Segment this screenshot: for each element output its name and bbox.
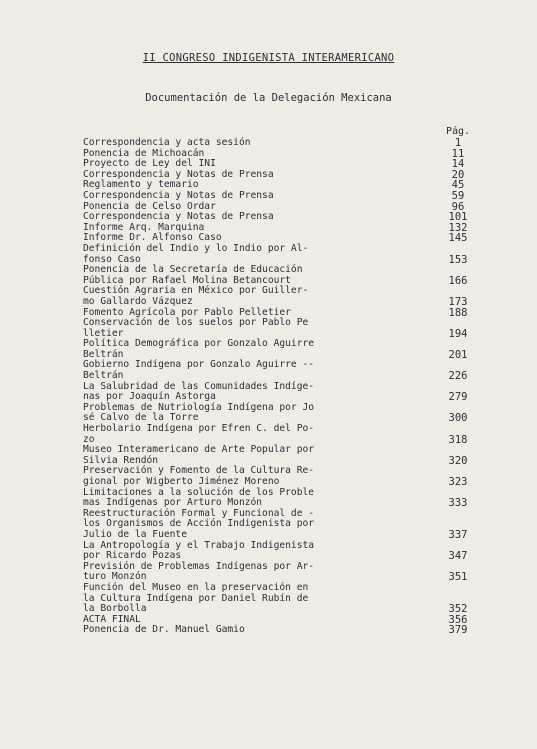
toc-entry-page: 101: [448, 211, 468, 224]
toc-entry-title: Informe Dr. Alfonso Caso: [83, 232, 222, 244]
toc-entry: [83, 403, 478, 424]
toc-entry-title: Reglamento y temario: [83, 179, 199, 191]
toc-entry-title: Ponencia de la Secretaría de Educación Pública por Rafael Molina Betancourt: [83, 264, 303, 286]
toc-entry-page: 352: [448, 603, 468, 616]
toc-entry: [83, 318, 478, 339]
toc-entry: [83, 466, 478, 487]
toc-entry: [83, 424, 478, 445]
toc-entry-page: 351: [448, 571, 468, 584]
toc-entry-page: 1: [454, 137, 462, 149]
toc-entry-title: Función del Museo en la preservación en la Cultura Indígena por Daniel Rubín de la Borbolla: [83, 581, 309, 615]
toc-entry: [83, 509, 478, 541]
toc-entry-page: 11: [451, 147, 465, 160]
document-subtitle: Documentación de la Delegación Mexicana: [145, 92, 392, 104]
toc-entry: [83, 382, 478, 403]
toc-entry: [83, 445, 478, 466]
toc-entry-title: La Antropología y el Trabajo Indigenista por Ricardo Pozas: [83, 539, 315, 562]
toc-entry-page: 337: [448, 528, 468, 541]
toc-entry-page: 320: [448, 454, 468, 467]
toc-entry-title: Proyecto de Ley del INI: [83, 158, 216, 170]
toc-entry-page: 356: [448, 613, 468, 626]
toc-entry-page: 153: [448, 253, 468, 266]
toc-entry-page: 379: [448, 624, 468, 637]
toc-entry-page: 323: [448, 476, 468, 488]
toc-entry-title: Correspondencia y Notas de Prensa: [83, 211, 274, 223]
toc-entry-page: 20: [451, 168, 465, 181]
toc-entry: [83, 265, 478, 286]
toc-entry-page: 173: [448, 295, 468, 308]
toc-entry-title: Preservación y Fomento de la Cultura Re- gional por Wigberto Jiménez Moreno: [83, 465, 315, 487]
toc-entry-page: 333: [448, 497, 468, 510]
toc-entry-page: 14: [451, 158, 465, 171]
table-of-contents: [83, 138, 478, 636]
toc-entry: [83, 191, 478, 202]
toc-entry-title: Correspondencia y acta sesión: [83, 137, 251, 148]
toc-entry-title: Reestructuración Formal y Funcional de - los Organismos de Acción Indigenista por Julio de la Fuente: [83, 507, 315, 540]
toc-entry: [83, 562, 478, 583]
toc-entry-title: ACTA FINAL: [83, 613, 141, 625]
toc-entry-page: 145: [448, 232, 468, 245]
toc-entry-title: Correspondencia y Notas de Prensa: [83, 168, 274, 180]
toc-entry-title: Ponencia de Michoacán: [83, 147, 205, 159]
toc-entry-title: Limitaciones a la solución de los Proble mas Indígenas por Arturo Monzón: [83, 486, 315, 509]
toc-entry-title: Definición del Indio y lo Indio por Al- fonso Caso: [83, 242, 309, 265]
toc-entry-page: 279: [448, 391, 468, 404]
toc-entry-title: Correspondencia y Notas de Prensa: [83, 189, 274, 201]
toc-entry: [83, 339, 478, 360]
toc-entry-page: 132: [448, 221, 468, 234]
toc-entry-title: Museo Interamericano de Arte Popular por Silvia Rendón: [83, 444, 315, 466]
toc-entry-title: Cuestión Agraria en México por Guiller- mo Gallardo Vázquez: [83, 285, 309, 307]
toc-entry-page: 96: [451, 200, 465, 213]
toc-entry: [83, 360, 478, 381]
toc-entry-page: 188: [448, 306, 468, 319]
toc-entry: [83, 138, 478, 149]
toc-entry: [83, 244, 478, 265]
toc-entry-page: 318: [448, 433, 468, 446]
toc-entry-title: Ponencia de Dr. Manuel Gamio: [83, 624, 245, 636]
page-column-label: Pág.: [446, 126, 471, 137]
toc-entry: [83, 625, 478, 636]
toc-entry-page: 59: [451, 189, 465, 202]
toc-entry-title: La Salubridad de las Comunidades Indíge- nas por Joaquín Astorga: [83, 380, 315, 403]
toc-entry: [83, 583, 478, 615]
toc-entry-page: 300: [448, 412, 468, 425]
toc-entry-title: Ponencia de Celso Ordar: [83, 200, 216, 212]
toc-entry-page: 201: [448, 348, 468, 361]
toc-entry: [83, 541, 478, 562]
toc-entry-title: Gobierno Indígena por Gonzalo Aguirre -- Beltrán: [83, 359, 315, 382]
toc-entry: [83, 488, 478, 509]
toc-entry-page: 45: [451, 179, 465, 192]
toc-entry-title: Previsión de Problemas Indígenas por Ar- turo Monzón: [83, 560, 315, 583]
toc-entry-title: Política Demográfica por Gonzalo Aguirre Beltrán: [83, 338, 315, 360]
toc-entry-title: Conservación de los suelos por Pablo Pe lletier: [83, 317, 309, 339]
toc-entry-title: Herbolario Indígena por Efren C. del Po- zo: [83, 423, 315, 445]
toc-entry: [83, 286, 478, 307]
toc-entry-title: Problemas de Nutriología Indígena por Jo sé Calvo de la Torre: [83, 401, 315, 424]
document-title: II CONGRESO INDIGENISTA INTERAMERICANO: [142, 52, 395, 64]
toc-entry-page: 166: [448, 274, 468, 287]
toc-entry-page: 347: [448, 550, 468, 563]
toc-entry-page: 226: [448, 370, 468, 383]
toc-entry-page: 194: [448, 327, 468, 340]
toc-entry-title: Informe Arq. Marquina: [83, 221, 205, 233]
toc-entry-title: Fomento Agrícola por Pablo Pelletier: [83, 306, 291, 318]
